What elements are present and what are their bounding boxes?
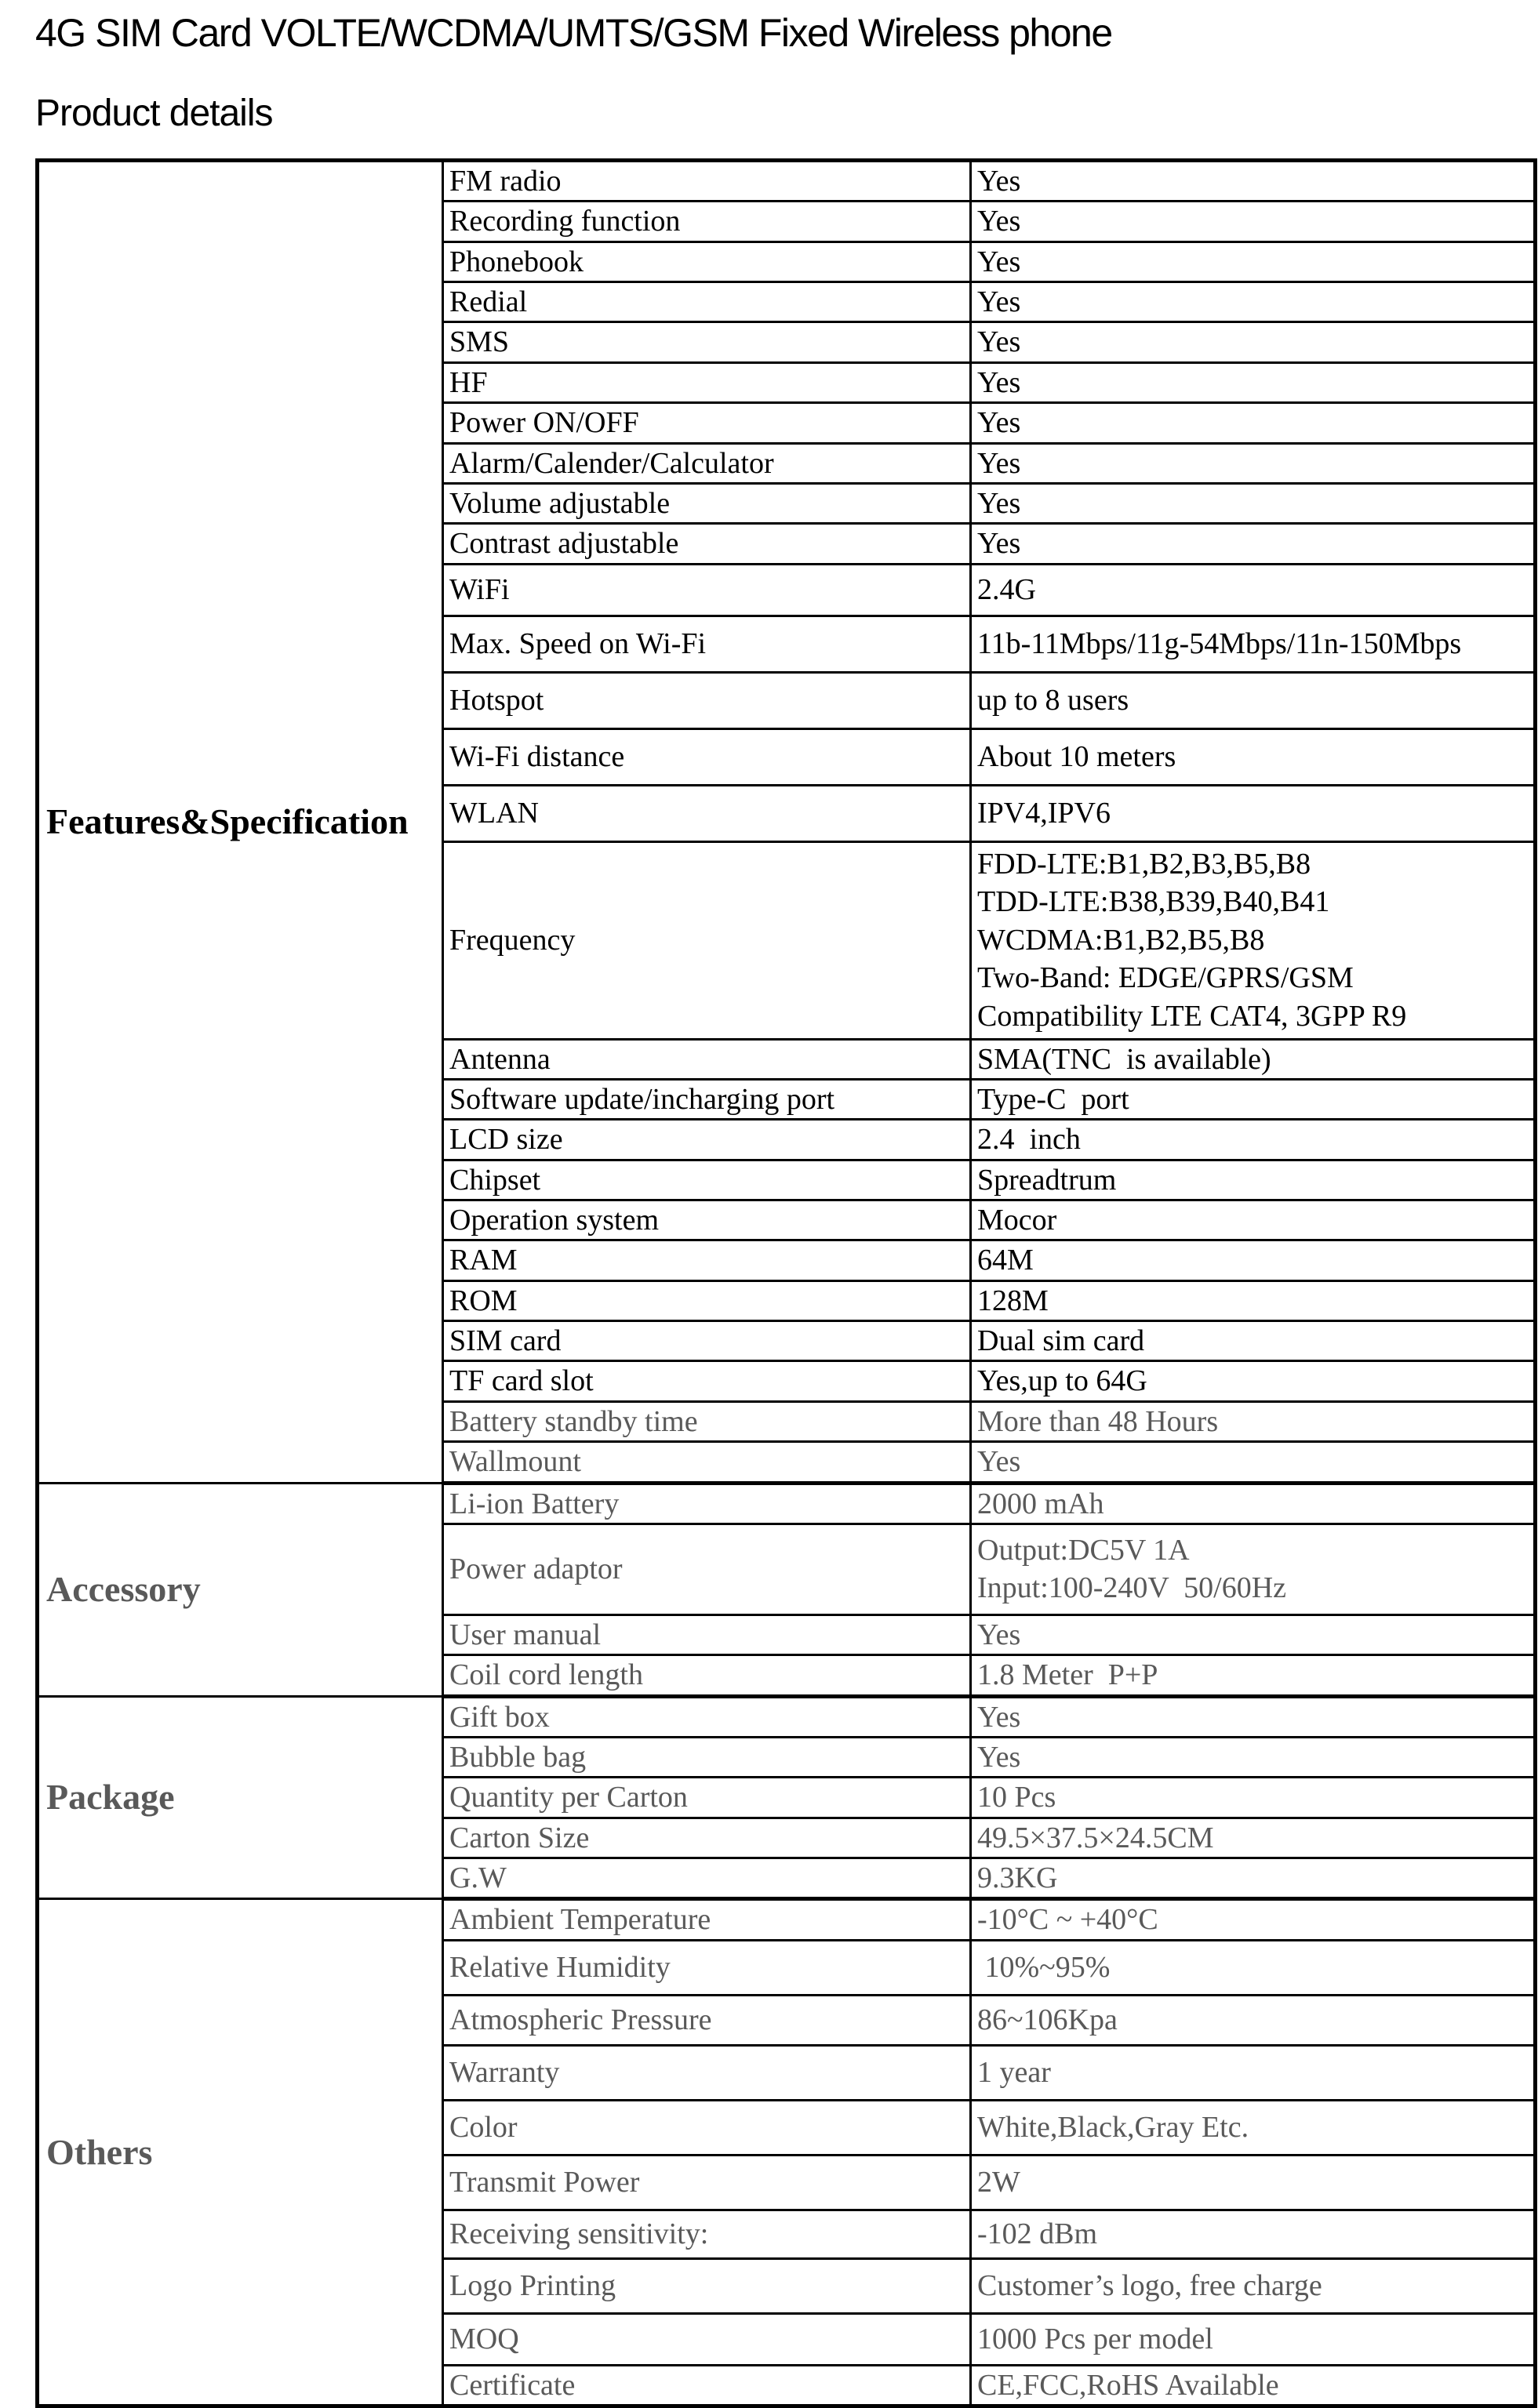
spec-name-cell: ROM	[443, 1280, 971, 1320]
section-label-package: Package	[38, 1696, 443, 1899]
spec-value-cell: 1 year	[971, 2045, 1536, 2100]
spec-value-line: WCDMA:B1,B2,B5,B8	[977, 923, 1265, 957]
spec-value-cell: More than 48 Hours	[971, 1401, 1536, 1441]
spec-value-cell: Yes	[971, 1737, 1536, 1777]
spec-name-cell: Chipset	[443, 1160, 971, 1200]
spec-value-cell: Yes	[971, 524, 1536, 564]
spec-value-cell: 49.5×37.5×24.5CM	[971, 1818, 1536, 1858]
spec-value-cell: 2000 mAh	[971, 1483, 1536, 1524]
spec-value-cell: Yes	[971, 322, 1536, 362]
spec-name-cell: WiFi	[443, 564, 971, 616]
spec-value-cell: 2.4 inch	[971, 1120, 1536, 1160]
spec-value-cell: Yes	[971, 202, 1536, 242]
spec-name-cell: SIM card	[443, 1321, 971, 1361]
product-spec-table	[35, 158, 1537, 2408]
spec-value-cell: Yes	[971, 362, 1536, 402]
spec-value-cell: 11b-11Mbps/11g-54Mbps/11n-150Mbps	[971, 616, 1536, 672]
spec-value-cell: Yes	[971, 1696, 1536, 1737]
spec-name-cell: Max. Speed on Wi-Fi	[443, 616, 971, 672]
page-title: 4G SIM Card VOLTE/WCDMA/UMTS/GSM Fixed Wireless phone	[35, 11, 1112, 55]
spec-value-cell: White,Black,Gray Etc.	[971, 2100, 1536, 2155]
spec-name-cell: Logo Printing	[443, 2258, 971, 2313]
section-label-features-specification: Features&Specification	[38, 161, 443, 1484]
spec-value-cell: 128M	[971, 1280, 1536, 1320]
spec-name-cell: Software update/incharging port	[443, 1079, 971, 1119]
spec-name-cell: Coil cord length	[443, 1655, 971, 1696]
spec-name-cell: Certificate	[443, 2365, 971, 2406]
spec-name-cell: Li-ion Battery	[443, 1483, 971, 1524]
spec-name-cell: Carton Size	[443, 1818, 971, 1858]
spec-name-cell: Wallmount	[443, 1442, 971, 1483]
spec-value-cell: 1000 Pcs per model	[971, 2313, 1536, 2365]
spec-name-cell: Operation system	[443, 1200, 971, 1240]
spec-name-cell: RAM	[443, 1240, 971, 1280]
section-label-others: Others	[38, 1899, 443, 2406]
spec-name-cell: Transmit Power	[443, 2155, 971, 2210]
spec-value-cell: up to 8 users	[971, 672, 1536, 728]
spec-value-line: Input:100-240V 50/60Hz	[977, 1571, 1287, 1605]
spec-name-cell: Atmospheric Pressure	[443, 1995, 971, 2045]
spec-name-cell: Volume adjustable	[443, 483, 971, 523]
spec-value-cell: Yes	[971, 282, 1536, 322]
spec-row	[38, 1899, 1536, 1940]
spec-value-line: Compatibility LTE CAT4, 3GPP R9	[977, 1000, 1407, 1033]
spec-value-cell: Yes	[971, 161, 1536, 202]
spec-value-cell: Yes	[971, 1614, 1536, 1654]
spec-value-cell: Dual sim card	[971, 1321, 1536, 1361]
spec-name-cell: Gift box	[443, 1696, 971, 1737]
spec-name-cell: Battery standby time	[443, 1401, 971, 1441]
spec-value-cell: Mocor	[971, 1200, 1536, 1240]
spec-value-line: FDD-LTE:B1,B2,B3,B5,B8	[977, 847, 1311, 881]
spec-value-cell	[971, 841, 1536, 1039]
spec-table-body	[38, 161, 1536, 2406]
spec-row	[38, 1483, 1536, 1524]
spec-value-cell: -102 dBm	[971, 2210, 1536, 2258]
spec-value-cell: 86~106Kpa	[971, 1995, 1536, 2045]
spec-value-cell: Yes	[971, 483, 1536, 523]
spec-value-cell: 9.3KG	[971, 1858, 1536, 1899]
spec-value-cell: About 10 meters	[971, 728, 1536, 785]
spec-name-cell: MOQ	[443, 2313, 971, 2365]
spec-name-cell: LCD size	[443, 1120, 971, 1160]
spec-value-line: Output:DC5V 1A	[977, 1533, 1190, 1567]
spec-name-cell: Hotspot	[443, 672, 971, 728]
spec-name-cell: Alarm/Calender/Calculator	[443, 443, 971, 483]
spec-value-cell: Yes,up to 64G	[971, 1361, 1536, 1401]
spec-name-cell: Receiving sensitivity:	[443, 2210, 971, 2258]
spec-row	[38, 161, 1536, 202]
spec-value-line: TDD-LTE:B38,B39,B40,B41	[977, 885, 1330, 919]
spec-value-cell: 10 Pcs	[971, 1778, 1536, 1818]
spec-name-cell: SMS	[443, 322, 971, 362]
spec-value-cell: 10%~95%	[971, 1940, 1536, 1995]
spec-name-cell: Frequency	[443, 841, 971, 1039]
spec-value-cell: 2W	[971, 2155, 1536, 2210]
spec-value-cell: Yes	[971, 242, 1536, 281]
spec-name-cell: FM radio	[443, 161, 971, 202]
spec-name-cell: Color	[443, 2100, 971, 2155]
spec-value-cell	[971, 1524, 1536, 1614]
spec-name-cell: Wi-Fi distance	[443, 728, 971, 785]
spec-value-cell: Customer’s logo, free charge	[971, 2258, 1536, 2313]
spec-value-cell: 2.4G	[971, 564, 1536, 616]
spec-value-cell: SMA(TNC is available)	[971, 1039, 1536, 1079]
spec-value-cell: Yes	[971, 443, 1536, 483]
spec-name-cell: WLAN	[443, 785, 971, 841]
spec-name-cell: Ambient Temperature	[443, 1899, 971, 1940]
spec-name-cell: Power adaptor	[443, 1524, 971, 1614]
spec-name-cell: Phonebook	[443, 242, 971, 281]
page-subtitle: Product details	[35, 93, 273, 134]
spec-name-cell: TF card slot	[443, 1361, 971, 1401]
spec-value-cell: Spreadtrum	[971, 1160, 1536, 1200]
spec-name-cell: G.W	[443, 1858, 971, 1899]
page	[0, 9, 1538, 2403]
spec-name-cell: Recording function	[443, 202, 971, 242]
spec-row	[38, 1696, 1536, 1737]
spec-name-cell: Warranty	[443, 2045, 971, 2100]
spec-value-cell: Yes	[971, 403, 1536, 443]
spec-name-cell: Antenna	[443, 1039, 971, 1079]
spec-value-cell: CE,FCC,RoHS Available	[971, 2365, 1536, 2406]
spec-name-cell: Contrast adjustable	[443, 524, 971, 564]
spec-value-cell: Type-C port	[971, 1079, 1536, 1119]
section-label-accessory: Accessory	[38, 1483, 443, 1696]
spec-name-cell: Power ON/OFF	[443, 403, 971, 443]
spec-name-cell: Redial	[443, 282, 971, 322]
spec-value-cell: IPV4,IPV6	[971, 785, 1536, 841]
spec-value-cell: 64M	[971, 1240, 1536, 1280]
spec-value-cell: 1.8 Meter P+P	[971, 1655, 1536, 1696]
spec-name-cell: HF	[443, 362, 971, 402]
spec-value-line: Two-Band: EDGE/GPRS/GSM	[977, 961, 1354, 995]
spec-name-cell: User manual	[443, 1614, 971, 1654]
spec-name-cell: Quantity per Carton	[443, 1778, 971, 1818]
spec-value-cell: Yes	[971, 1442, 1536, 1483]
spec-value-cell: -10°C ~ +40°C	[971, 1899, 1536, 1940]
spec-name-cell: Relative Humidity	[443, 1940, 971, 1995]
spec-name-cell: Bubble bag	[443, 1737, 971, 1777]
